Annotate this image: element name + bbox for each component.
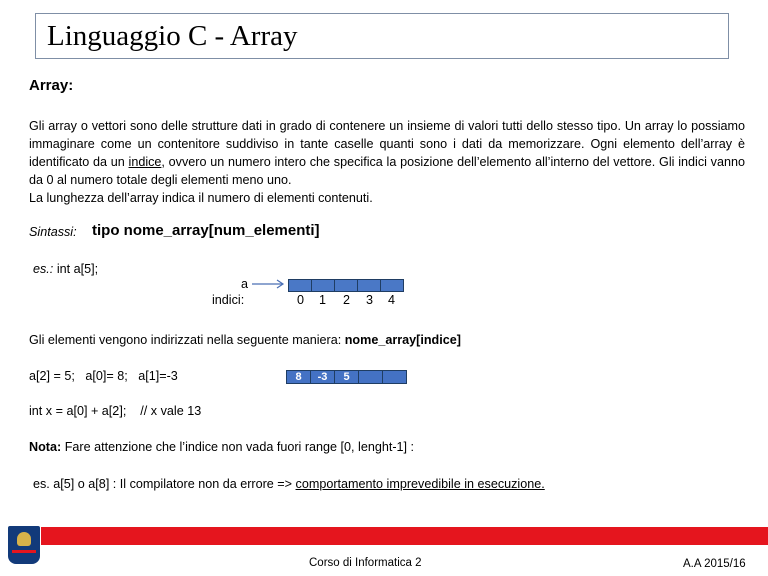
paragraph-text-2: , ovvero un numero intero che specifica la posizione dell’elemento all’interno del vettore. Gli indici vanno da 0 al numero totale degli elementi meno uno. — [29, 155, 745, 187]
indici-label: indici: — [212, 293, 245, 307]
warning-text: es. a[5] o a[8] : Il compilatore non da errore => — [33, 477, 293, 491]
arrow-icon — [250, 277, 286, 291]
slide-title: Linguaggio C - Array — [47, 20, 298, 52]
index-2: 2 — [343, 293, 351, 307]
example-line — [33, 262, 98, 276]
sum-line: int x = a[0] + a[2]; // x vale 13 — [29, 404, 202, 418]
indice-term: indice — [128, 155, 162, 169]
index-0: 0 — [297, 293, 305, 307]
example-cell — [288, 279, 312, 292]
access-text: Gli elementi vengono indirizzati nella seguente maniera: — [29, 333, 342, 347]
example-code: int a[5]; — [56, 262, 99, 276]
warning-line — [33, 477, 545, 491]
example-array-cells — [289, 279, 404, 292]
assigned-cell-2: 5 — [334, 370, 359, 384]
syntax-code: tipo nome_array[num_elementi] — [92, 222, 320, 239]
index-1: 1 — [319, 293, 327, 307]
logo-band — [12, 550, 36, 553]
assignment-code: a[2] = 5; a[0]= 8; a[1]=-3 — [29, 369, 178, 383]
example-cell — [380, 279, 404, 292]
section-heading: Array: — [29, 77, 74, 94]
title-box — [35, 13, 729, 59]
array-name-label: a — [241, 277, 249, 291]
access-line — [29, 333, 461, 347]
footer-bar — [41, 527, 768, 545]
assigned-array-cells — [287, 370, 407, 384]
assigned-cell-3 — [358, 370, 383, 384]
note-label: Nota: — [29, 440, 62, 454]
note-text: Fare attenzione che l’indice non vada fuori range [0, lenght-1] : — [64, 440, 415, 454]
example-cell — [311, 279, 335, 292]
warning-underline: comportamento imprevedibile in esecuzione. — [295, 477, 545, 491]
paragraph-text-3: La lunghezza dell’array indica il numero di elementi contenuti. — [29, 191, 373, 205]
note-line — [29, 440, 414, 454]
crest-icon — [17, 532, 31, 546]
university-logo — [8, 526, 40, 564]
example-cell — [334, 279, 358, 292]
index-4: 4 — [388, 293, 396, 307]
example-cell — [357, 279, 381, 292]
syntax-label: Sintassi: — [29, 225, 77, 239]
index-3: 3 — [366, 293, 374, 307]
example-label: es.: — [33, 262, 54, 276]
assigned-cell-1: -3 — [310, 370, 335, 384]
assigned-cell-4 — [382, 370, 407, 384]
footer-course: Corso di Informatica 2 — [309, 557, 422, 569]
assigned-cell-0: 8 — [286, 370, 311, 384]
paragraph-text-1: Gli array o vettori sono delle strutture dati in grado di contenere un insieme di valori tutti dello stesso tipo. Un array lo possiamo immaginare come un contenitore suddiviso in tante caselle quanti sono i dati da memorizzare. Ogni elemento dell’array è identificato da un — [29, 119, 745, 169]
access-code: nome_array[indice] — [344, 333, 461, 347]
footer-year: A.A 2015/16 — [683, 558, 746, 570]
description-paragraph — [29, 117, 745, 207]
